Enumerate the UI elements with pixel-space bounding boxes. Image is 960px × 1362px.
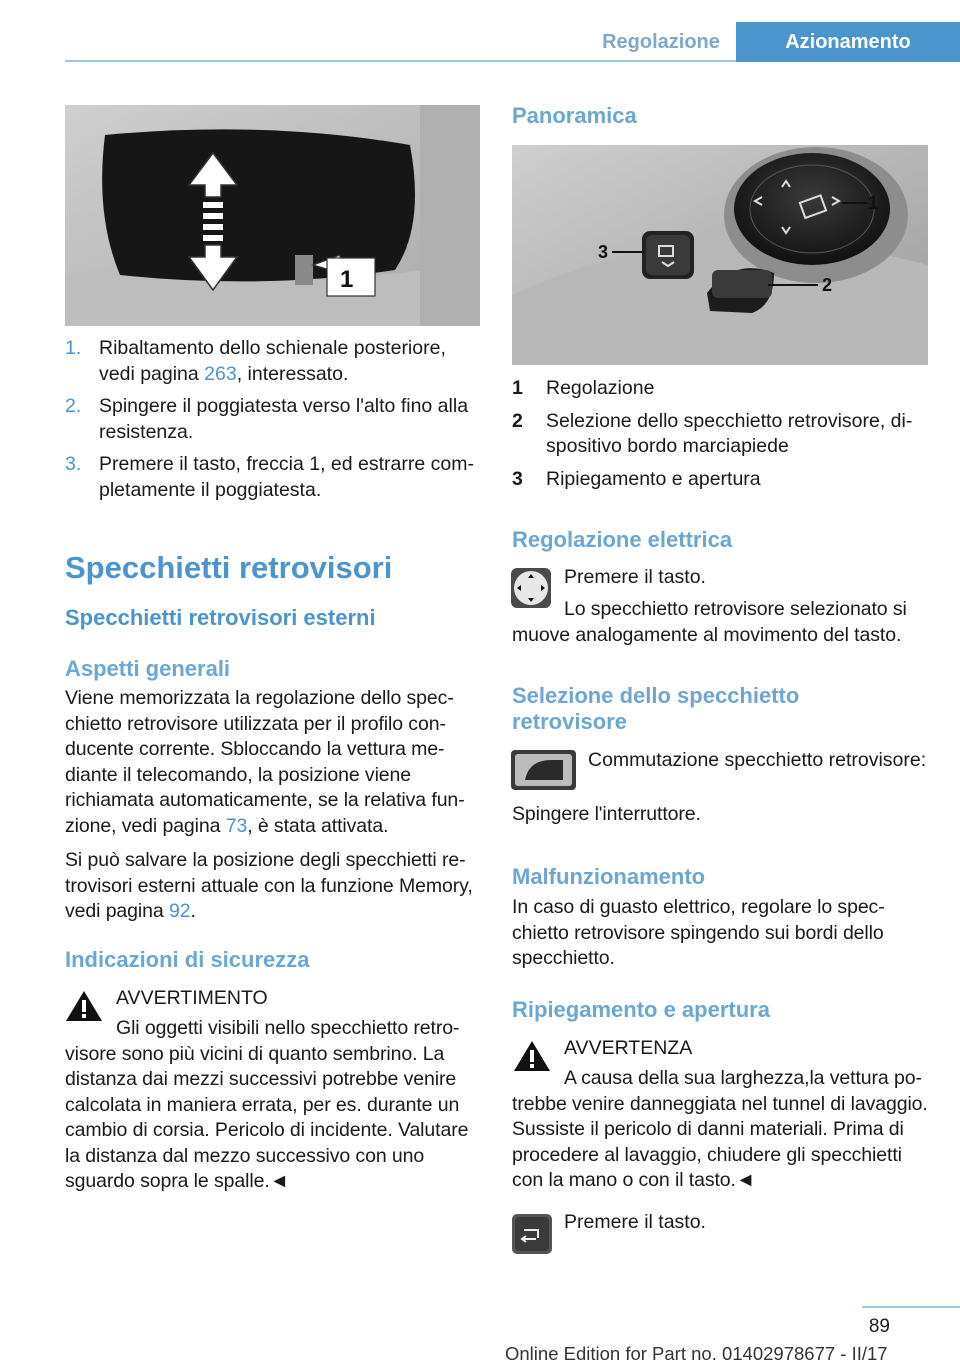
text: Si può salvare la posizione degli specchietti retrovisori esterni attuale con la funzione Memory, vedi pagina (65, 849, 473, 922)
fold-warning-text: A causa della sua larghezza,la vettura potrebbe venire danneggiata nel tunnel di lavaggio. Sussiste il pericolo di danni materiali. Prima di procedere al lavaggio, chiudere gli specchietti con la mano o con il tasto.◄ (512, 1067, 928, 1191)
page-link[interactable]: 73 (225, 814, 248, 837)
list-item (65, 452, 480, 503)
figure-callout: 3 (598, 242, 609, 262)
section-title: Specchietti retrovisori (65, 550, 393, 585)
malfunction-title: Malfunzionamento (512, 864, 706, 889)
select-line-1: Commutazione specchietto retrovisore: (588, 749, 927, 771)
warning-text: Gli oggetti visibili nello specchietto retrovisore sono più vicini di quanto sembrino. La distanza dai mezzi successivi potrebbe venire calcolata in maniera errata, per es. durante un cambio di corsia. Pericolo di incidente. Valutare la distanza dal mezzo successivo con uno sguardo sopra le spalle.◄ (65, 1017, 469, 1192)
general-paragraph-2 (65, 848, 480, 925)
edition-text: Online Edition for Part no. 01402978677 - II/17 (505, 1343, 888, 1362)
text: . (190, 900, 196, 922)
step-number: 2. (65, 395, 82, 417)
legend-list (512, 376, 928, 499)
step-text: Ribaltamento dello schienale posteriore, vedi pagina (99, 337, 446, 385)
steps-list (65, 336, 480, 510)
select-title: Selezione dello specchietto retrovisore (512, 683, 800, 734)
subsection-title: Specchietti retrovisori esterni (65, 605, 376, 630)
legend-text: Regolazione (546, 377, 655, 399)
fold-warning-label: AVVERTENZA (564, 1037, 693, 1059)
step-text: Spingere il poggiatesta verso l'alto fino alla resistenza. (99, 395, 469, 443)
list-item (65, 336, 480, 387)
general-title: Aspetti generali (65, 656, 231, 681)
footer-divider (862, 1306, 960, 1308)
electric-line-1: Premere il tasto. (564, 566, 706, 588)
text: Viene memorizzata la regolazione dello specchietto retrovisore utilizzata per il profilo conducente corrente. Sbloccando la vettura mediante il telecomando, la posizione viene richiamata automaticamente, se la relativa funzione, vedi pagina (65, 687, 465, 837)
step-number: 1. (65, 337, 82, 359)
header-tab-azionamento[interactable]: Azionamento (736, 22, 960, 62)
step-text: , interessato. (236, 362, 349, 385)
mirror-selector-switch-icon (511, 750, 576, 790)
select-line-2: Spingere l'interruttore. (512, 803, 701, 825)
text: , è stata attivata. (247, 814, 389, 837)
legend-number: 2 (512, 409, 523, 432)
figure-callout: 2 (822, 275, 833, 295)
list-item (512, 409, 928, 460)
legend-number: 3 (512, 467, 523, 490)
headrest-figure (65, 105, 480, 326)
warning-label: AVVERTIMENTO (116, 987, 268, 1009)
fold-line-1: Premere il tasto. (564, 1211, 706, 1233)
list-item (512, 376, 928, 402)
step-text: Premere il tasto, freccia 1, ed estrarre completamente il poggiatesta. (99, 453, 474, 501)
figure-callout: 1 (340, 266, 354, 293)
electric-title: Regolazione elettrica (512, 527, 733, 552)
page-number: 89 (868, 1316, 890, 1337)
mirror-controls-figure (512, 145, 928, 365)
electric-line-2: Lo specchietto retrovisore selezionato si muove analogamente al movimento del tasto. (512, 598, 907, 646)
fold-title: Ripiegamento e apertura (512, 997, 770, 1022)
list-item (65, 394, 480, 445)
figure-callout: 1 (868, 193, 879, 213)
list-item (512, 467, 928, 493)
legend-number: 1 (512, 377, 523, 399)
legend-text: Selezione dello specchietto retrovisore, dispositivo bordo marciapiede (546, 409, 913, 457)
header-tab-regolazione[interactable]: Regolazione (602, 30, 720, 53)
malfunction-text: In caso di guasto elettrico, regolare lo specchietto retrovisore spingendo sui bordi dello specchietto. (512, 896, 885, 969)
legend-text: Ripiegamento e apertura (546, 467, 761, 490)
general-paragraph-1 (65, 686, 480, 839)
page-link[interactable]: 263 (204, 362, 237, 385)
page-header (65, 22, 960, 62)
page-link[interactable]: 92 (168, 900, 191, 922)
overview-title: Panoramica (512, 103, 637, 128)
safety-title: Indicazioni di sicurezza (65, 947, 310, 972)
step-number: 3. (65, 453, 82, 475)
